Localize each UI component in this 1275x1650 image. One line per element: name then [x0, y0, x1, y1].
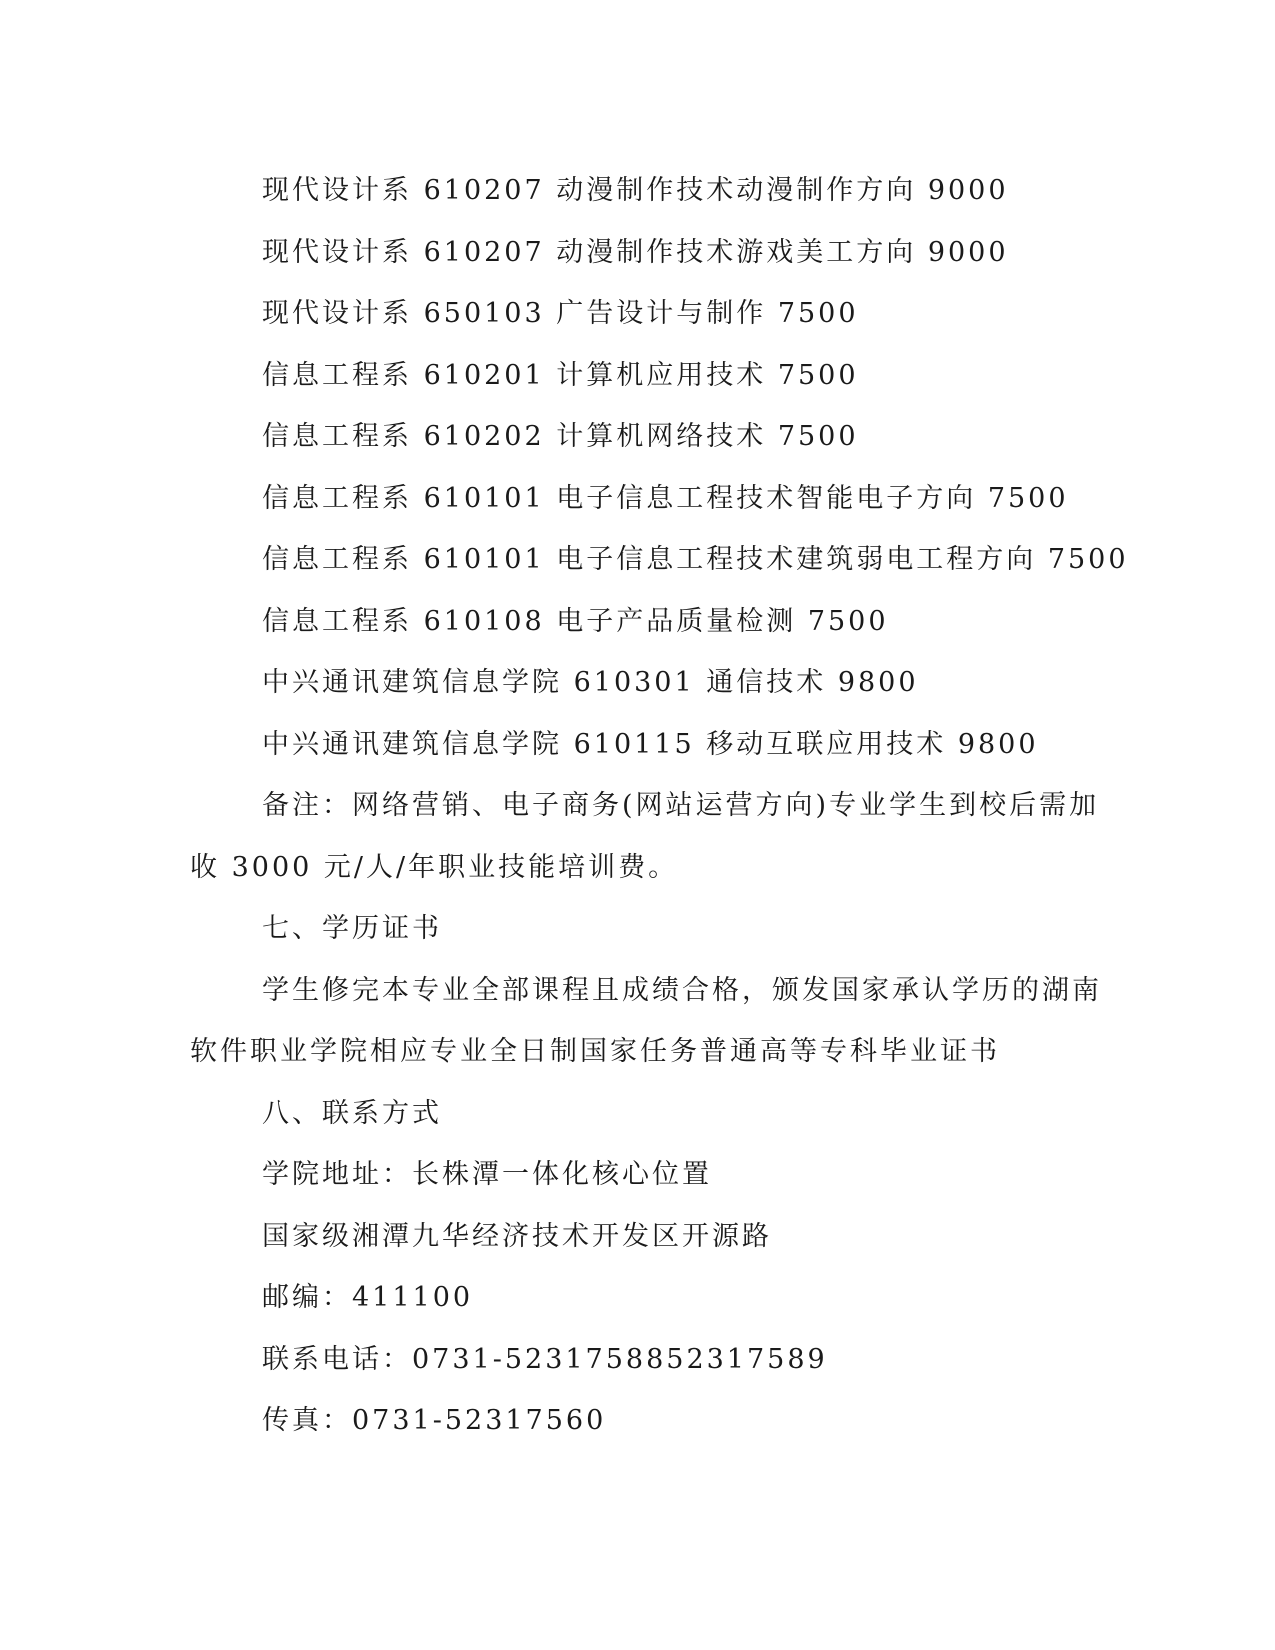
certificate-line-2: 软件职业学院相应专业全日制国家任务普通高等专科毕业证书 [190, 1036, 1000, 1067]
postcode: 邮编：411100 [262, 1282, 474, 1313]
fee-line: 中兴通讯建筑信息学院 610115 移动互联应用技术 9800 [262, 728, 1039, 760]
fee-line: 现代设计系 610207 动漫制作技术动漫制作方向 9000 [262, 175, 1009, 206]
fee-line: 现代设计系 650103 广告设计与制作 7500 [262, 298, 859, 329]
fax: 传真：0731-52317560 [262, 1405, 607, 1436]
fee-line: 信息工程系 610101 电子信息工程技术智能电子方向 7500 [262, 482, 1069, 514]
address-line-2: 国家级湘潭九华经济技术开发区开源路 [262, 1220, 772, 1252]
certificate-line-1: 学生修完本专业全部课程且成绩合格，颁发国家承认学历的湖南 [262, 974, 1102, 1006]
phone: 联系电话：0731-5231758852317589 [262, 1343, 828, 1375]
fee-line: 信息工程系 610201 计算机应用技术 7500 [262, 359, 859, 391]
section-7-heading: 七、学历证书 [262, 913, 442, 944]
fee-line: 现代设计系 610207 动漫制作技术游戏美工方向 9000 [262, 236, 1009, 268]
certificate-paragraph [190, 960, 1102, 1083]
note-line-1: 备注：网络营销、电子商务(网站运营方向)专业学生到校后需加 [262, 790, 1100, 821]
note-line-2: 收 3000 元/人/年职业技能培训费。 [190, 851, 679, 883]
document-body [190, 160, 1129, 1452]
fee-line: 中兴通讯建筑信息学院 610301 通信技术 9800 [262, 667, 919, 698]
address-line-1: 学院地址：长株潭一体化核心位置 [262, 1159, 712, 1190]
section-8-heading: 八、联系方式 [262, 1097, 442, 1129]
fee-line: 信息工程系 610101 电子信息工程技术建筑弱电工程方向 7500 [262, 544, 1129, 575]
note-paragraph [190, 775, 1100, 898]
fee-line: 信息工程系 610202 计算机网络技术 7500 [262, 421, 859, 452]
fee-line: 信息工程系 610108 电子产品质量检测 7500 [262, 605, 889, 637]
